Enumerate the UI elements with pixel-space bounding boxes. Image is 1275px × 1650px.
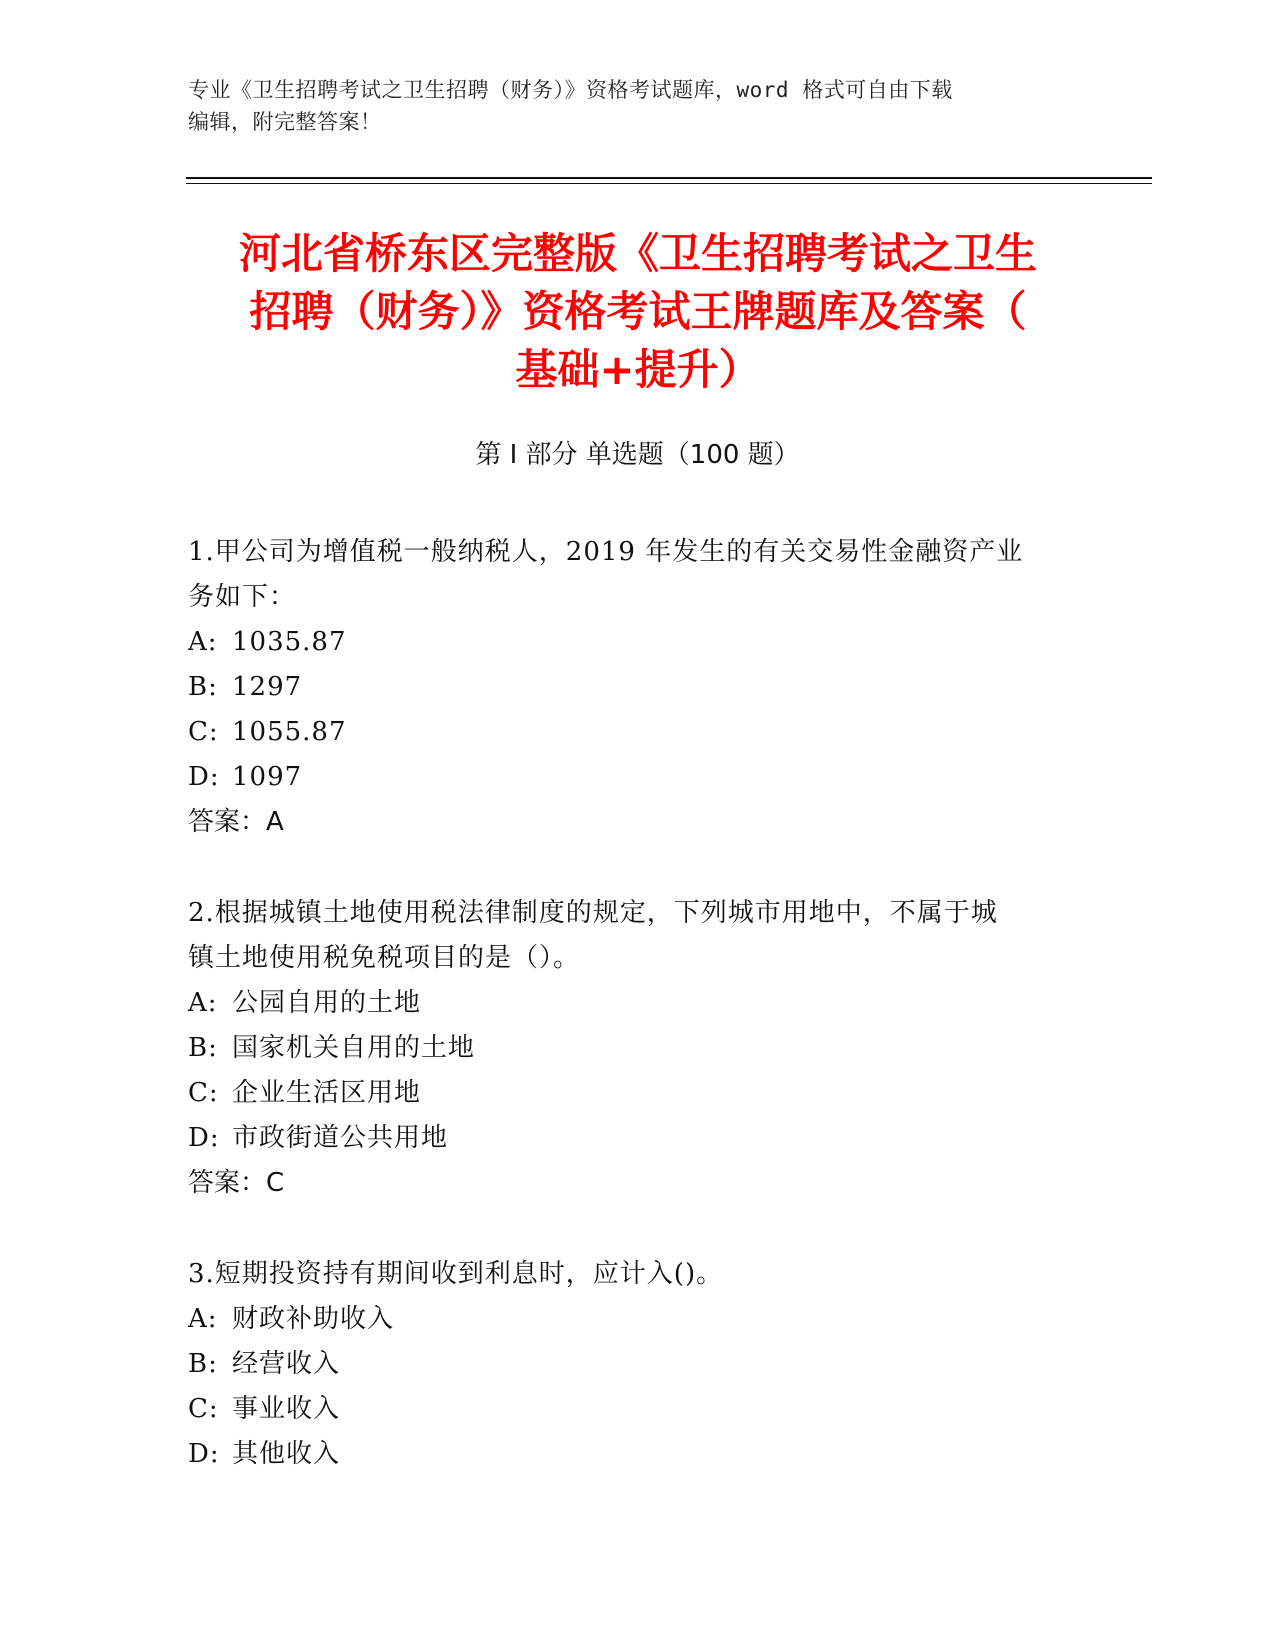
option-text: 市政街道公共用地 [232, 1123, 449, 1153]
option-text: 企业生活区用地 [232, 1078, 422, 1108]
option-key: B: [188, 672, 218, 702]
option-key: D: [188, 1123, 220, 1153]
question-1-answer: 答案：A [188, 807, 284, 837]
question-2-option-d [188, 1116, 1068, 1161]
question-3-option-b [188, 1342, 1068, 1387]
question-3-option-c [188, 1387, 1068, 1432]
question-2-stem-line-2: 镇土地使用税免税项目的是（）。 [188, 943, 581, 973]
option-key: C: [188, 1394, 219, 1424]
question-2-option-a [188, 981, 1068, 1026]
section-title: 第 I 部分 单选题（100 题） [475, 440, 800, 470]
option-text: 财政补助收入 [232, 1304, 395, 1334]
option-text: 1097 [232, 762, 303, 792]
question-1 [188, 530, 1068, 845]
question-2 [188, 891, 1068, 1206]
question-1-option-c [188, 710, 1068, 755]
question-1-option-b [188, 665, 1068, 710]
header-note-line-2: 编辑，附完整答案！ [188, 110, 382, 134]
question-3-option-a [188, 1297, 1068, 1342]
option-text: 1055.87 [232, 717, 347, 747]
question-3 [188, 1252, 1068, 1477]
question-3-option-d [188, 1432, 1068, 1477]
option-text: 公园自用的土地 [232, 988, 422, 1018]
question-1-stem-line-1: 1.甲公司为增值税一般纳税人，2019 年发生的有关交易性金融资产业 [188, 537, 1024, 567]
header-note-line-1: 专业《卫生招聘考试之卫生招聘（财务）》资格考试题库，word 格式可自由下载 [188, 78, 953, 102]
question-2-stem-line-1: 2.根据城镇土地使用税法律制度的规定，下列城市用地中，不属于城 [188, 898, 998, 928]
question-1-option-a [188, 620, 1068, 665]
header-divider-thick [186, 177, 1152, 179]
question-2-answer: 答案：C [188, 1168, 285, 1198]
option-key: C: [188, 717, 219, 747]
option-text: 经营收入 [232, 1349, 341, 1379]
option-key: A: [188, 988, 218, 1018]
option-key: A: [188, 627, 218, 657]
question-2-option-c [188, 1071, 1068, 1116]
option-text: 1035.87 [232, 627, 347, 657]
document-title-line-3: 基础+提升） [515, 345, 761, 394]
question-list [188, 530, 1068, 1477]
question-2-option-b [188, 1026, 1068, 1071]
option-text: 1297 [232, 672, 303, 702]
option-text: 其他收入 [232, 1439, 341, 1469]
document-title [188, 225, 1088, 399]
option-key: B: [188, 1033, 218, 1063]
option-key: D: [188, 1439, 220, 1469]
option-key: C: [188, 1078, 219, 1108]
option-key: A: [188, 1304, 218, 1334]
header-divider-thin [186, 183, 1152, 184]
option-text: 事业收入 [232, 1394, 341, 1424]
question-1-stem-line-2: 务如下： [188, 582, 297, 612]
option-key: B: [188, 1349, 218, 1379]
header-note [188, 74, 1068, 138]
document-title-line-2: 招聘（财务）》资格考试王牌题库及答案（ [249, 287, 1027, 336]
question-1-option-d [188, 755, 1068, 800]
document-title-line-1: 河北省桥东区完整版《卫生招聘考试之卫生 [238, 229, 1037, 278]
option-text: 国家机关自用的土地 [232, 1033, 476, 1063]
option-key: D: [188, 762, 220, 792]
question-3-stem-line-1: 3.短期投资持有期间收到利息时，应计入()。 [188, 1259, 724, 1289]
